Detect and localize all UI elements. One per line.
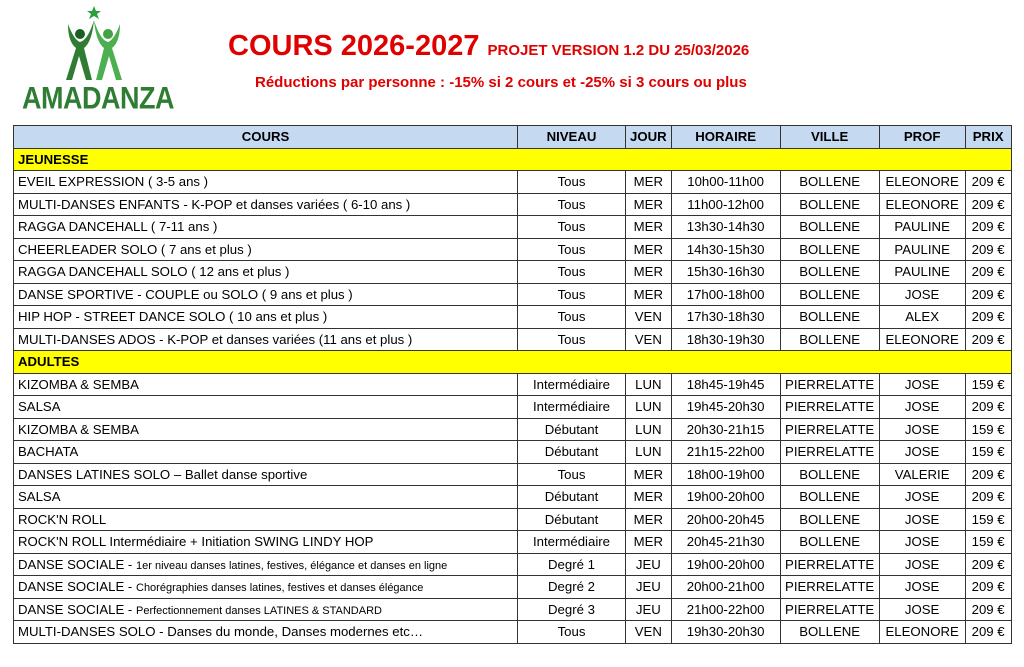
cell-cours [14,328,518,351]
cell-ville: BOLLENE [780,306,879,329]
cell-cours [14,553,518,576]
course-name: DANSE SOCIALE - [18,579,136,595]
cell-niveau: Tous [518,261,626,284]
cell-prof: ALEX [879,306,965,329]
course-name: EVEIL EXPRESSION ( 3-5 ans ) [18,174,209,190]
course-name: ROCK'N ROLL Intermédiaire + Initiation SWING LINDY HOP [18,534,374,550]
cell-niveau: Degré 2 [518,576,626,599]
cell-cours [14,508,518,531]
cell-jour: MER [626,238,672,261]
cell-prix: 209 € [965,193,1011,216]
cell-horaire: 15h30-16h30 [671,261,780,284]
cell-ville: BOLLENE [780,216,879,239]
cell-prix: 209 € [965,621,1011,644]
dancers-icon [22,6,166,86]
cell-cours [14,216,518,239]
cell-prof: JOSE [879,441,965,464]
section-label: ADULTES [14,351,1012,374]
table-row [14,553,1012,576]
cell-prof: JOSE [879,283,965,306]
cell-cours [14,463,518,486]
table-row [14,261,1012,284]
table-row [14,486,1012,509]
cell-prof: VALERIE [879,463,965,486]
cell-jour: LUN [626,441,672,464]
cell-prix: 209 € [965,463,1011,486]
table-row [14,396,1012,419]
cell-prof: JOSE [879,576,965,599]
cell-prix: 159 € [965,418,1011,441]
cell-ville: BOLLENE [780,193,879,216]
cell-ville: BOLLENE [780,463,879,486]
cell-horaire: 18h00-19h00 [671,463,780,486]
table-row [14,328,1012,351]
table-row [14,598,1012,621]
cell-prix: 159 € [965,441,1011,464]
cell-prix: 209 € [965,238,1011,261]
cell-jour: MER [626,171,672,194]
cell-prix: 209 € [965,486,1011,509]
cell-prof: JOSE [879,508,965,531]
cell-horaire: 19h30-20h30 [671,621,780,644]
column-header: PROF [879,126,965,149]
cell-cours [14,531,518,554]
page-title [228,30,749,63]
table-row [14,621,1012,644]
section-label: JEUNESSE [14,148,1012,171]
cell-horaire: 17h30-18h30 [671,306,780,329]
column-header: PRIX [965,126,1011,149]
course-name: MULTI-DANSES ADOS - K-POP et danses variées (11 ans et plus ) [18,331,413,347]
table-row [14,238,1012,261]
course-name: RAGGA DANCEHALL ( 7-11 ans ) [18,219,218,235]
cell-cours [14,261,518,284]
course-name: SALSA [18,489,61,505]
cell-prix: 209 € [965,598,1011,621]
cell-jour: LUN [626,396,672,419]
cell-prix: 209 € [965,396,1011,419]
column-header: VILLE [780,126,879,149]
course-name: CHEERLEADER SOLO ( 7 ans et plus ) [18,241,252,257]
table-row [14,193,1012,216]
cell-niveau: Intermédiaire [518,531,626,554]
cell-ville: BOLLENE [780,621,879,644]
cell-cours [14,418,518,441]
cell-prof: JOSE [879,553,965,576]
cell-niveau: Tous [518,463,626,486]
cell-horaire: 10h00-11h00 [671,171,780,194]
cell-cours [14,283,518,306]
cell-jour: MER [626,261,672,284]
cell-cours [14,396,518,419]
cell-ville: BOLLENE [780,283,879,306]
cell-prix: 209 € [965,553,1011,576]
cell-ville: BOLLENE [780,328,879,351]
course-name: HIP HOP - STREET DANCE SOLO ( 10 ans et plus ) [18,309,328,325]
cell-prof: JOSE [879,396,965,419]
cell-prof: JOSE [879,598,965,621]
cell-prof: ELEONORE [879,328,965,351]
column-header: NIVEAU [518,126,626,149]
cell-prix: 159 € [965,508,1011,531]
cell-prof: PAULINE [879,216,965,239]
cell-horaire: 21h00-22h00 [671,598,780,621]
course-name: ROCK'N ROLL [18,511,107,527]
cell-horaire: 20h00-21h00 [671,576,780,599]
cell-jour: MER [626,216,672,239]
cell-horaire: 18h30-19h30 [671,328,780,351]
cell-cours [14,486,518,509]
course-detail: Perfectionnement danses LATINES & STANDARD [136,604,382,617]
cell-prof: JOSE [879,418,965,441]
cell-horaire: 20h30-21h15 [671,418,780,441]
cell-jour: MER [626,283,672,306]
cell-ville: PIERRELATTE [780,576,879,599]
cell-cours [14,576,518,599]
table-row [14,306,1012,329]
cell-ville: BOLLENE [780,531,879,554]
table-row [14,171,1012,194]
table-header [14,126,1012,149]
table-row [14,508,1012,531]
column-header: COURS [14,126,518,149]
cell-jour: JEU [626,598,672,621]
cell-horaire: 20h00-20h45 [671,508,780,531]
cell-ville: BOLLENE [780,238,879,261]
column-header: HORAIRE [671,126,780,149]
logo-text: AMADANZA [22,80,174,116]
cell-ville: PIERRELATTE [780,553,879,576]
cell-prof: ELEONORE [879,171,965,194]
cell-niveau: Intermédiaire [518,396,626,419]
cell-niveau: Intermédiaire [518,373,626,396]
cell-niveau: Débutant [518,418,626,441]
cell-jour: LUN [626,418,672,441]
cell-jour: JEU [626,576,672,599]
table-row [14,576,1012,599]
table-row [14,216,1012,239]
course-name: DANSE SOCIALE - [18,601,136,617]
cell-niveau: Débutant [518,441,626,464]
cell-niveau: Tous [518,193,626,216]
table-row [14,418,1012,441]
cell-niveau: Degré 1 [518,553,626,576]
cell-cours [14,171,518,194]
cell-prof: PAULINE [879,261,965,284]
cell-jour: VEN [626,328,672,351]
amadanza-logo [22,6,174,116]
cell-horaire: 18h45-19h45 [671,373,780,396]
cell-cours [14,621,518,644]
cell-cours [14,373,518,396]
course-name: KIZOMBA & SEMBA [18,421,139,437]
cell-niveau: Tous [518,306,626,329]
cell-horaire: 19h45-20h30 [671,396,780,419]
cell-prix: 159 € [965,531,1011,554]
cell-horaire: 11h00-12h00 [671,193,780,216]
cell-jour: MER [626,531,672,554]
cell-jour: VEN [626,306,672,329]
cell-niveau: Tous [518,283,626,306]
courses-table [13,125,1012,644]
cell-prix: 209 € [965,283,1011,306]
course-detail: 1er niveau danses latines, festives, élégance et danses en ligne [136,559,448,572]
cell-ville: BOLLENE [780,171,879,194]
cell-prix: 209 € [965,328,1011,351]
cell-niveau: Tous [518,216,626,239]
cell-prof: JOSE [879,486,965,509]
cell-horaire: 19h00-20h00 [671,486,780,509]
cell-jour: VEN [626,621,672,644]
column-header: JOUR [626,126,672,149]
course-name: MULTI-DANSES SOLO - Danses du monde, Danses modernes etc… [18,624,424,640]
cell-jour: MER [626,508,672,531]
cell-jour: JEU [626,553,672,576]
cell-ville: PIERRELATTE [780,418,879,441]
cell-niveau: Degré 3 [518,598,626,621]
course-name: KIZOMBA & SEMBA [18,376,139,392]
cell-prix: 209 € [965,576,1011,599]
cell-horaire: 14h30-15h30 [671,238,780,261]
table-row [14,441,1012,464]
cell-cours [14,441,518,464]
cell-horaire: 13h30-14h30 [671,216,780,239]
course-name: DANSE SOCIALE - [18,556,136,572]
cell-prix: 159 € [965,373,1011,396]
cell-prix: 209 € [965,261,1011,284]
section-row [14,148,1012,171]
cell-ville: BOLLENE [780,261,879,284]
cell-prof: ELEONORE [879,621,965,644]
cell-cours [14,598,518,621]
table-row [14,373,1012,396]
table-row [14,463,1012,486]
cell-ville: PIERRELATTE [780,598,879,621]
cell-niveau: Tous [518,238,626,261]
cell-ville: PIERRELATTE [780,396,879,419]
cell-prix: 209 € [965,171,1011,194]
cell-niveau: Débutant [518,486,626,509]
cell-ville: BOLLENE [780,486,879,509]
cell-ville: BOLLENE [780,508,879,531]
cell-prix: 209 € [965,216,1011,239]
course-name: RAGGA DANCEHALL SOLO ( 12 ans et plus ) [18,264,290,280]
cell-jour: MER [626,463,672,486]
cell-niveau: Débutant [518,508,626,531]
course-name: MULTI-DANSES ENFANTS - K-POP et danses variées ( 6-10 ans ) [18,196,411,212]
cell-prof: JOSE [879,531,965,554]
cell-cours [14,238,518,261]
version-label: PROJET VERSION 1.2 DU 25/03/2026 [487,42,750,59]
cell-niveau: Tous [518,171,626,194]
cell-prof: PAULINE [879,238,965,261]
cell-cours [14,306,518,329]
cell-prof: ELEONORE [879,193,965,216]
cell-horaire: 21h15-22h00 [671,441,780,464]
cell-cours [14,193,518,216]
course-detail: Chorégraphies danses latines, festives et danses élégance [136,582,424,595]
cell-prix: 209 € [965,306,1011,329]
cell-niveau: Tous [518,621,626,644]
title-main: COURS 2026-2027 [228,30,480,62]
cell-horaire: 20h45-21h30 [671,531,780,554]
course-name: DANSES LATINES SOLO – Ballet danse sportive [18,466,308,482]
reductions-note: Réductions par personne : -15% si 2 cours et -25% si 3 cours ou plus [255,74,747,91]
cell-horaire: 19h00-20h00 [671,553,780,576]
section-row [14,351,1012,374]
cell-horaire: 17h00-18h00 [671,283,780,306]
cell-jour: MER [626,486,672,509]
table-row [14,283,1012,306]
course-name: SALSA [18,399,61,415]
course-name: BACHATA [18,444,79,460]
cell-prof: JOSE [879,373,965,396]
table-row [14,531,1012,554]
cell-niveau: Tous [518,328,626,351]
cell-ville: PIERRELATTE [780,373,879,396]
cell-jour: LUN [626,373,672,396]
cell-ville: PIERRELATTE [780,441,879,464]
course-name: DANSE SPORTIVE - COUPLE ou SOLO ( 9 ans et plus ) [18,286,353,302]
cell-jour: MER [626,193,672,216]
